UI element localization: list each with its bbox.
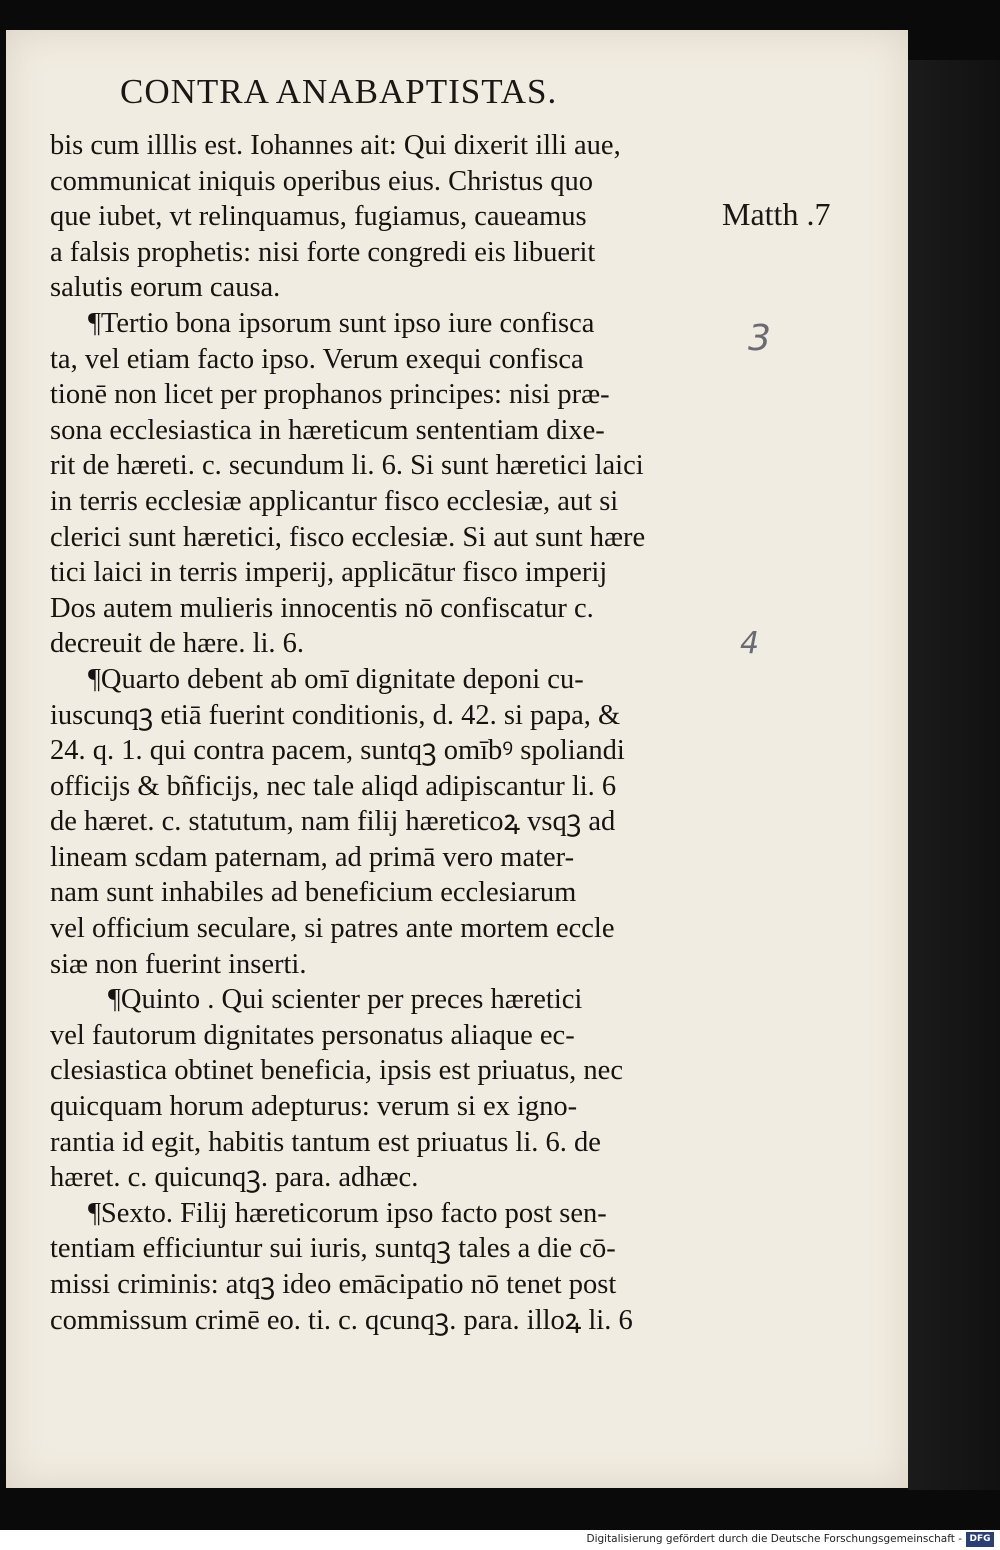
text-line: tionē non licet per prophanos principes: nisi præ- xyxy=(50,379,610,411)
handwritten-number-3: 3 xyxy=(748,318,771,359)
digitization-footer xyxy=(0,1530,1000,1550)
text-line: siæ non fuerint inserti. xyxy=(50,948,307,980)
paragraph-start-quinto: ¶Quinto . Qui scienter per preces hæretici xyxy=(108,984,583,1016)
dfg-logo: DFG xyxy=(966,1532,994,1547)
text-line: bis cum illlis est. Iohannes ait: Qui dixerit illi aue, xyxy=(50,130,621,161)
text-line: nam sunt inhabiles ad beneficium ecclesiarum xyxy=(50,877,577,909)
margin-reference-matthew: Matth .7 xyxy=(722,196,831,232)
text-line: vel officium seculare, si patres ante mortem eccle xyxy=(50,913,615,945)
text-line: Dos autem mulieris innocentis nō confiscatur c. xyxy=(50,592,594,624)
page-edge-shadow xyxy=(908,60,1000,1490)
running-header: CONTRA ANABAPTISTAS. xyxy=(120,72,558,111)
text-line: communicat iniquis operibus eius. Christus quo xyxy=(50,165,594,197)
handwritten-number-4: 4 xyxy=(740,626,760,661)
text-line: clerici sunt hæretici, fisco ecclesiæ. Si aut sunt hære xyxy=(50,521,646,553)
text-line: a falsis prophetis: nisi forte congredi eis libuerit xyxy=(50,236,596,268)
text-line: de hæret. c. statutum, nam filij hæreticoꝝ vsqꝫ ad xyxy=(50,806,616,838)
paragraph-start-quarto: ¶Quarto debent ab omī dignitate deponi cu- xyxy=(88,663,584,695)
text-line: hæret. c. quicunqꝫ. para. adhæc. xyxy=(50,1162,419,1194)
text-line: sona ecclesiastica in hæreticum sententiam dixe- xyxy=(50,414,605,446)
text-line: iuscunqꝫ etiā fuerint conditionis, d. 42. si papa, & xyxy=(50,699,621,731)
page-body-text xyxy=(50,128,710,1338)
text-line: rit de hæreti. c. secundum li. 6. Si sunt hæretici laici xyxy=(50,450,644,482)
text-line: clesiastica obtinet beneficia, ipsis est priuatus, nec xyxy=(50,1055,623,1087)
text-line: lineam scdam paternam, ad primā vero mater- xyxy=(50,841,575,873)
text-line: ta, vel etiam facto ipso. Verum exequi confisca xyxy=(50,343,584,375)
text-line: commissum crimē eo. ti. c. qcunqꝫ. para. illoꝝ li. 6 xyxy=(50,1304,633,1336)
paragraph-start-tertio: ¶Tertio bona ipsorum sunt ipso iure confisca xyxy=(88,307,595,339)
text-line: quicquam horum adepturus: verum si ex igno- xyxy=(50,1091,578,1123)
text-line: missi criminis: atqꝫ ideo emācipatio nō tenet post xyxy=(50,1269,617,1300)
text-line: tentiam efficiuntur sui iuris, suntqꝫ tales a die cō- xyxy=(50,1233,616,1265)
text-line: 24. q. 1. qui contra pacem, suntqꝫ omībꝰ spoliandi xyxy=(50,735,625,767)
text-line: vel fautorum dignitates personatus aliaque ec- xyxy=(50,1019,575,1051)
text-line: decreuit de hære. li. 6. xyxy=(50,628,305,660)
text-line: que iubet, vt relinquamus, fugiamus, caueamus xyxy=(50,201,587,233)
text-line: tici laici in terris imperij, applicātur fisco imperij xyxy=(50,557,608,589)
text-line: officijs & bñficijs, nec tale aliqd adipiscantur li. 6 xyxy=(50,770,617,802)
paragraph-start-sexto: ¶Sexto. Filij hæreticorum ipso facto post sen- xyxy=(88,1197,607,1229)
text-line: salutis eorum causa. xyxy=(50,272,281,304)
text-line: rantia id egit, habitis tantum est priuatus li. 6. de xyxy=(50,1126,601,1158)
text-line: in terris ecclesiæ applicantur fisco ecclesiæ, aut si xyxy=(50,485,619,517)
footer-credit: Digitalisierung gefördert durch die Deutsche Forschungsgemeinschaft - xyxy=(586,1533,962,1545)
